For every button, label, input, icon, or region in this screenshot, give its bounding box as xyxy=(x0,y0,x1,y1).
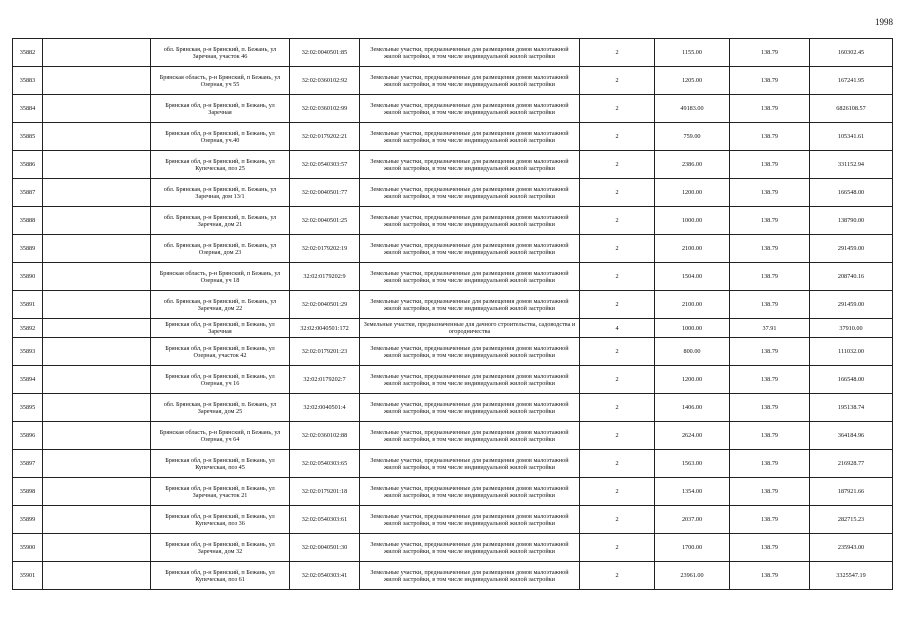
cadastral-number-cell: 32:02:0040501:77 xyxy=(290,179,360,207)
area-cell: 2100.00 xyxy=(655,235,730,263)
row-number-cell: 35897 xyxy=(13,450,43,478)
row-number-cell: 35889 xyxy=(13,235,43,263)
table-row xyxy=(13,394,893,422)
land-use-cell: Земельные участки, предназначенные для размещения домов малоэтажной жилой застройки, в том числе индивидуальной жилой застройки xyxy=(360,123,580,151)
specific-value-cell: 138.79 xyxy=(730,450,810,478)
table-row xyxy=(13,39,893,67)
specific-value-cell: 138.79 xyxy=(730,422,810,450)
row-number-cell: 35891 xyxy=(13,291,43,319)
row-number-cell: 35885 xyxy=(13,123,43,151)
row-number-cell: 35890 xyxy=(13,263,43,291)
address-cell: Брянская область, р-н Брянский, п Бежань, ул Озерная, уч 55 xyxy=(151,67,290,95)
land-use-cell: Земельные участки, предназначенные для размещения домов малоэтажной жилой застройки, в том числе индивидуальной жилой застройки xyxy=(360,338,580,366)
cadastral-value-cell: 6826108.57 xyxy=(810,95,893,123)
specific-value-cell: 138.79 xyxy=(730,207,810,235)
specific-value-cell: 138.79 xyxy=(730,506,810,534)
cadastral-number-cell: 32:02:0040501:172 xyxy=(290,319,360,338)
cadastral-value-cell: 37910.00 xyxy=(810,319,893,338)
blank-cell xyxy=(43,207,151,235)
table-row xyxy=(13,562,893,590)
address-cell: Брянская обл, р-н Брянский, п Бежань, ул Озерная, уч.40 xyxy=(151,123,290,151)
cadastral-value-cell: 331152.94 xyxy=(810,151,893,179)
cadastral-value-cell: 167241.95 xyxy=(810,67,893,95)
land-use-cell: Земельные участки, предназначенные для размещения домов малоэтажной жилой застройки, в том числе индивидуальной жилой застройки xyxy=(360,263,580,291)
group-code-cell: 2 xyxy=(580,263,655,291)
cadastral-value-cell: 364184.96 xyxy=(810,422,893,450)
address-cell: Брянская обл, р-н Брянский, п Бежань, ул Купеческая, поз 45 xyxy=(151,450,290,478)
cadastral-value-cell: 187921.66 xyxy=(810,478,893,506)
blank-cell xyxy=(43,151,151,179)
cadastral-value-cell: 105341.61 xyxy=(810,123,893,151)
group-code-cell: 2 xyxy=(580,534,655,562)
address-cell: Брянская обл, р-н Брянский, п Бежань, ул Заречная xyxy=(151,95,290,123)
cadastral-number-cell: 32:02:0179201:18 xyxy=(290,478,360,506)
group-code-cell: 2 xyxy=(580,179,655,207)
area-cell: 1000.00 xyxy=(655,319,730,338)
table-row xyxy=(13,179,893,207)
cadastral-number-cell: 32:02:0179202:19 xyxy=(290,235,360,263)
area-cell: 1155.00 xyxy=(655,39,730,67)
specific-value-cell: 138.79 xyxy=(730,67,810,95)
table-row xyxy=(13,151,893,179)
land-use-cell: Земельные участки, предназначенные для размещения домов малоэтажной жилой застройки, в том числе индивидуальной жилой застройки xyxy=(360,95,580,123)
group-code-cell: 2 xyxy=(580,562,655,590)
area-cell: 800.00 xyxy=(655,338,730,366)
cadastral-value-cell: 291459.00 xyxy=(810,291,893,319)
address-cell: Брянская обл, р-н Брянский, п Бежань, ул Заречная, дом 32 xyxy=(151,534,290,562)
row-number-cell: 35900 xyxy=(13,534,43,562)
row-number-cell: 35895 xyxy=(13,394,43,422)
cadastral-number-cell: 32:02:0179201:23 xyxy=(290,338,360,366)
group-code-cell: 2 xyxy=(580,422,655,450)
cadastral-value-cell: 166548.00 xyxy=(810,179,893,207)
table-row xyxy=(13,422,893,450)
page-number: 1998 xyxy=(875,17,893,27)
land-use-cell: Земельные участки, предназначенные для размещения домов малоэтажной жилой застройки, в том числе индивидуальной жилой застройки xyxy=(360,151,580,179)
specific-value-cell: 138.79 xyxy=(730,95,810,123)
blank-cell xyxy=(43,534,151,562)
table-body xyxy=(13,39,893,590)
cadastral-value-cell: 291459.00 xyxy=(810,235,893,263)
address-cell: Брянская обл, р-н Брянский, п Бежань, ул Купеческая, поз 25 xyxy=(151,151,290,179)
address-cell: обл. Брянская, р-н Брянский, п. Бежань, ул Заречная, участок 46 xyxy=(151,39,290,67)
specific-value-cell: 138.79 xyxy=(730,151,810,179)
area-cell: 1563.00 xyxy=(655,450,730,478)
cadastral-value-cell: 235943.00 xyxy=(810,534,893,562)
row-number-cell: 35898 xyxy=(13,478,43,506)
table-row xyxy=(13,291,893,319)
address-cell: обл. Брянская, р-н Брянский, п. Бежань, ул Заречная, дом 21 xyxy=(151,207,290,235)
table-row xyxy=(13,263,893,291)
cadastral-number-cell: 32:02:0040501:25 xyxy=(290,207,360,235)
cadastral-number-cell: 32:02:0360102:92 xyxy=(290,67,360,95)
land-use-cell: Земельные участки, предназначенные для размещения домов малоэтажной жилой застройки, в том числе индивидуальной жилой застройки xyxy=(360,506,580,534)
table-row xyxy=(13,506,893,534)
group-code-cell: 2 xyxy=(580,394,655,422)
blank-cell xyxy=(43,366,151,394)
land-use-cell: Земельные участки, предназначенные для размещения домов малоэтажной жилой застройки, в том числе индивидуальной жилой застройки xyxy=(360,562,580,590)
address-cell: Брянская обл, р-н Брянский, п Бежань, ул Озерная, участок 42 xyxy=(151,338,290,366)
group-code-cell: 2 xyxy=(580,39,655,67)
specific-value-cell: 138.79 xyxy=(730,366,810,394)
specific-value-cell: 138.79 xyxy=(730,263,810,291)
cadastral-number-cell: 32:02:0540303:65 xyxy=(290,450,360,478)
cadastral-value-cell: 166548.00 xyxy=(810,366,893,394)
blank-cell xyxy=(43,263,151,291)
table-row xyxy=(13,319,893,338)
blank-cell xyxy=(43,478,151,506)
blank-cell xyxy=(43,123,151,151)
area-cell: 1504.00 xyxy=(655,263,730,291)
cadastral-value-cell: 208740.16 xyxy=(810,263,893,291)
area-cell: 1700.00 xyxy=(655,534,730,562)
land-use-cell: Земельные участки, предназначенные для размещения домов малоэтажной жилой застройки, в том числе индивидуальной жилой застройки xyxy=(360,450,580,478)
address-cell: обл. Брянская, р-н Брянский, п. Бежань, ул Озерная, дом 23 xyxy=(151,235,290,263)
area-cell: 23961.00 xyxy=(655,562,730,590)
group-code-cell: 2 xyxy=(580,291,655,319)
cadastral-value-table xyxy=(12,38,893,590)
row-number-cell: 35882 xyxy=(13,39,43,67)
address-cell: обл. Брянская, р-н Брянский, п. Бежань, ул Заречная, дом 25 xyxy=(151,394,290,422)
land-use-cell: Земельные участки, предназначенные для размещения домов малоэтажной жилой застройки, в том числе индивидуальной жилой застройки xyxy=(360,179,580,207)
area-cell: 1354.00 xyxy=(655,478,730,506)
specific-value-cell: 138.79 xyxy=(730,338,810,366)
address-cell: Брянская обл, р-н Брянский, п Бежань, ул Озерная, уч 16 xyxy=(151,366,290,394)
land-use-cell: Земельные участки, предназначенные для размещения домов малоэтажной жилой застройки, в том числе индивидуальной жилой застройки xyxy=(360,39,580,67)
row-number-cell: 35901 xyxy=(13,562,43,590)
area-cell: 2386.00 xyxy=(655,151,730,179)
table-row xyxy=(13,123,893,151)
cadastral-value-cell: 3325547.19 xyxy=(810,562,893,590)
row-number-cell: 35899 xyxy=(13,506,43,534)
specific-value-cell: 138.79 xyxy=(730,394,810,422)
area-cell: 2100.00 xyxy=(655,291,730,319)
group-code-cell: 2 xyxy=(580,338,655,366)
row-number-cell: 35886 xyxy=(13,151,43,179)
group-code-cell: 2 xyxy=(580,506,655,534)
table-row xyxy=(13,95,893,123)
area-cell: 1205.00 xyxy=(655,67,730,95)
row-number-cell: 35883 xyxy=(13,67,43,95)
group-code-cell: 2 xyxy=(580,151,655,179)
specific-value-cell: 138.79 xyxy=(730,478,810,506)
area-cell: 1200.00 xyxy=(655,366,730,394)
group-code-cell: 4 xyxy=(580,319,655,338)
cadastral-value-cell: 138790.00 xyxy=(810,207,893,235)
address-cell: обл. Брянская, р-н Брянский, п. Бежань, ул Заречная, дом 13/1 xyxy=(151,179,290,207)
group-code-cell: 2 xyxy=(580,235,655,263)
land-use-cell: Земельные участки, предназначенные для размещения домов малоэтажной жилой застройки, в том числе индивидуальной жилой застройки xyxy=(360,207,580,235)
area-cell: 1200.00 xyxy=(655,179,730,207)
specific-value-cell: 138.79 xyxy=(730,534,810,562)
cadastral-value-cell: 111032.00 xyxy=(810,338,893,366)
table-row xyxy=(13,534,893,562)
row-number-cell: 35892 xyxy=(13,319,43,338)
table-row xyxy=(13,207,893,235)
group-code-cell: 2 xyxy=(580,450,655,478)
address-cell: Брянская обл, р-н Брянский, п Бежань, ул Купеческая, поз 36 xyxy=(151,506,290,534)
blank-cell xyxy=(43,394,151,422)
specific-value-cell: 138.79 xyxy=(730,235,810,263)
table-row xyxy=(13,338,893,366)
group-code-cell: 2 xyxy=(580,95,655,123)
address-cell: Брянская область, р-н Брянский, п Бежань, ул Озерная, уч 18 xyxy=(151,263,290,291)
group-code-cell: 2 xyxy=(580,67,655,95)
group-code-cell: 2 xyxy=(580,207,655,235)
row-number-cell: 35884 xyxy=(13,95,43,123)
specific-value-cell: 138.79 xyxy=(730,562,810,590)
blank-cell xyxy=(43,235,151,263)
specific-value-cell: 138.79 xyxy=(730,291,810,319)
table-row xyxy=(13,366,893,394)
area-cell: 49183.00 xyxy=(655,95,730,123)
land-use-cell: Земельные участки, предназначенные для размещения домов малоэтажной жилой застройки, в том числе индивидуальной жилой застройки xyxy=(360,67,580,95)
blank-cell xyxy=(43,67,151,95)
land-use-cell: Земельные участки, предназначенные для размещения домов малоэтажной жилой застройки, в том числе индивидуальной жилой застройки xyxy=(360,291,580,319)
cadastral-number-cell: 32:02:0040501:85 xyxy=(290,39,360,67)
blank-cell xyxy=(43,422,151,450)
address-cell: Брянская обл, р-н Брянский, п Бежань, ул Заречная xyxy=(151,319,290,338)
area-cell: 2624.00 xyxy=(655,422,730,450)
group-code-cell: 2 xyxy=(580,366,655,394)
cadastral-number-cell: 32:02:0179202:9 xyxy=(290,263,360,291)
area-cell: 2037.00 xyxy=(655,506,730,534)
blank-cell xyxy=(43,319,151,338)
land-use-cell: Земельные участки, предназначенные для размещения домов малоэтажной жилой застройки, в том числе индивидуальной жилой застройки xyxy=(360,394,580,422)
specific-value-cell: 138.79 xyxy=(730,123,810,151)
land-use-cell: Земельные участки, предназначенные для дачного строительства, садоводства и огородничества xyxy=(360,319,580,338)
cadastral-value-cell: 282715.23 xyxy=(810,506,893,534)
land-use-cell: Земельные участки, предназначенные для размещения домов малоэтажной жилой застройки, в том числе индивидуальной жилой застройки xyxy=(360,366,580,394)
cadastral-number-cell: 32:02:0179202:21 xyxy=(290,123,360,151)
specific-value-cell: 37.91 xyxy=(730,319,810,338)
cadastral-number-cell: 32:02:0540303:61 xyxy=(290,506,360,534)
blank-cell xyxy=(43,95,151,123)
cadastral-number-cell: 32:02:0360102:99 xyxy=(290,95,360,123)
address-cell: обл. Брянская, р-н Брянский, п. Бежань, ул Заречная, дом 22 xyxy=(151,291,290,319)
row-number-cell: 35888 xyxy=(13,207,43,235)
cadastral-number-cell: 32:02:0040501:30 xyxy=(290,534,360,562)
land-use-cell: Земельные участки, предназначенные для размещения домов малоэтажной жилой застройки, в том числе индивидуальной жилой застройки xyxy=(360,235,580,263)
area-cell: 1406.00 xyxy=(655,394,730,422)
group-code-cell: 2 xyxy=(580,123,655,151)
blank-cell xyxy=(43,338,151,366)
land-use-cell: Земельные участки, предназначенные для размещения домов малоэтажной жилой застройки, в том числе индивидуальной жилой застройки xyxy=(360,534,580,562)
blank-cell xyxy=(43,291,151,319)
land-use-cell: Земельные участки, предназначенные для размещения домов малоэтажной жилой застройки, в том числе индивидуальной жилой застройки xyxy=(360,422,580,450)
table-row xyxy=(13,478,893,506)
row-number-cell: 35896 xyxy=(13,422,43,450)
cadastral-number-cell: 32:02:0179202:7 xyxy=(290,366,360,394)
table-row xyxy=(13,67,893,95)
cadastral-value-cell: 195138.74 xyxy=(810,394,893,422)
blank-cell xyxy=(43,562,151,590)
address-cell: Брянская область, р-н Брянский, п Бежань, ул Озерная, уч 64 xyxy=(151,422,290,450)
address-cell: Брянская обл, р-н Брянский, п Бежань, ул Заречная, участок 21 xyxy=(151,478,290,506)
blank-cell xyxy=(43,39,151,67)
specific-value-cell: 138.79 xyxy=(730,179,810,207)
table-row xyxy=(13,235,893,263)
row-number-cell: 35887 xyxy=(13,179,43,207)
cadastral-number-cell: 32:02:0040501:4 xyxy=(290,394,360,422)
blank-cell xyxy=(43,450,151,478)
blank-cell xyxy=(43,506,151,534)
blank-cell xyxy=(43,179,151,207)
cadastral-number-cell: 32:02:0040501:29 xyxy=(290,291,360,319)
cadastral-number-cell: 32:02:0540303:41 xyxy=(290,562,360,590)
cadastral-number-cell: 32:02:0360102:88 xyxy=(290,422,360,450)
row-number-cell: 35893 xyxy=(13,338,43,366)
table-row xyxy=(13,450,893,478)
cadastral-number-cell: 32:02:0540303:57 xyxy=(290,151,360,179)
group-code-cell: 2 xyxy=(580,478,655,506)
area-cell: 1000.00 xyxy=(655,207,730,235)
address-cell: Брянская обл, р-н Брянский, п Бежань, ул Купеческая, поз 61 xyxy=(151,562,290,590)
land-use-cell: Земельные участки, предназначенные для размещения домов малоэтажной жилой застройки, в том числе индивидуальной жилой застройки xyxy=(360,478,580,506)
cadastral-value-cell: 216928.77 xyxy=(810,450,893,478)
row-number-cell: 35894 xyxy=(13,366,43,394)
area-cell: 759.00 xyxy=(655,123,730,151)
cadastral-value-cell: 160302.45 xyxy=(810,39,893,67)
specific-value-cell: 138.79 xyxy=(730,39,810,67)
